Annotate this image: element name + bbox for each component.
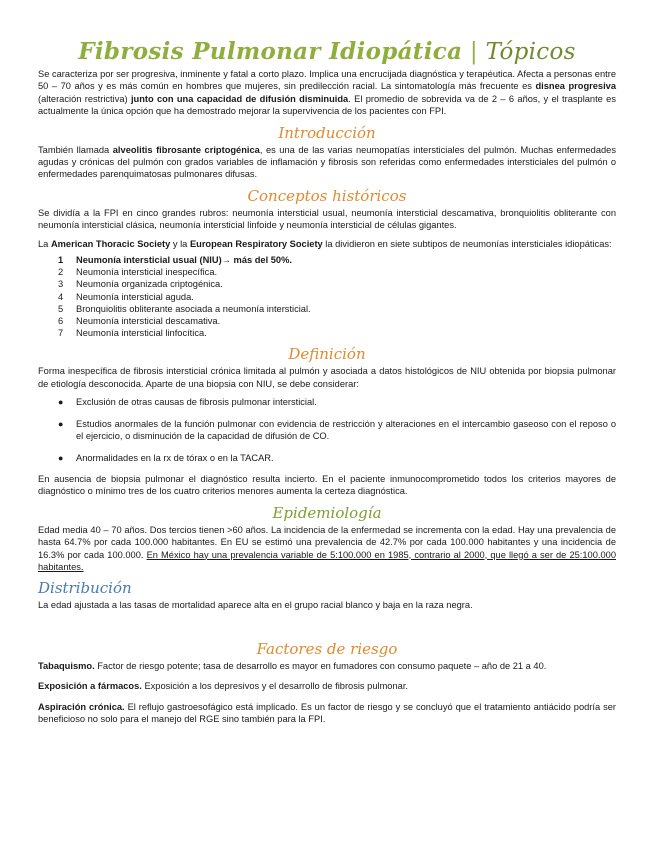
page-title <box>38 38 616 66</box>
title-separator: | <box>469 39 478 65</box>
list-item-number: 4 <box>58 291 64 302</box>
list-item-number: 1 <box>58 255 64 266</box>
conceptos-text-e: la dividieron en siete subtipos de neumonías intersticiales idiopáticas: <box>322 238 612 249</box>
list-item-number: 2 <box>58 267 64 278</box>
list-item-text: Neumonía intersticial linfocítica. <box>76 328 207 339</box>
bullet-text: Anormalidades en la rx de tórax o en la TACAR. <box>76 452 274 463</box>
conceptos-paragraph-2 <box>38 238 616 250</box>
list-item <box>58 278 616 290</box>
definicion-paragraph-2: En ausencia de biopsia pulmonar el diagnóstico resulta incierto. En el paciente inmunocomprometido todos los criterios mayores de diagnóstico o mínimo tres de los cuatro criterios menores aumenta la certeza diagnóstica. <box>38 473 616 497</box>
bullet-text: Estudios anormales de la función pulmonar con evidencia de restricción y alteraciones en el intercambio gaseoso con el reposo o el ejercicio, o disminución de la capacidad de difusión de CO. <box>76 418 616 442</box>
list-item-number: 6 <box>58 316 64 327</box>
factor-tabaquismo-label: Tabaquismo. <box>38 660 95 671</box>
bullet-item <box>58 396 616 408</box>
conceptos-paragraph-1: Se dividía a la FPI en cinco grandes rubros: neumonía intersticial usual, neumonía intersticial descamativa, bronquiolitis obliterante con neumonía intersticial clásica, neumonía intersticial linfoide y neumonía intersticial de células gigantes. <box>38 207 616 231</box>
heading-conceptos: Conceptos históricos <box>247 186 407 205</box>
conceptos-text-c: y la <box>170 238 190 249</box>
list-item-text: Neumonía organizada criptogénica. <box>76 279 223 290</box>
list-item <box>58 291 616 303</box>
conceptos-bold-ats: American Thoracic Society <box>50 238 171 249</box>
epidemiologia-underlined: En México hay una prevalencia variable de 5:100.000 en 1985, contrario al 2000, que llegó a ser de 25:100.000 habitantes. <box>38 549 616 572</box>
heading-factores: Factores de riesgo <box>256 639 398 658</box>
factor-farmacos-label: Exposición a fármacos. <box>38 681 142 692</box>
introduccion-bold: alveolitis fibrosante criptogénica <box>112 144 260 155</box>
list-item <box>58 327 616 339</box>
bullet-text: Exclusión de otras causas de fibrosis pulmonar intersticial. <box>76 397 317 408</box>
list-item <box>58 303 616 315</box>
bullet-icon: ● <box>58 397 64 408</box>
bullet-icon: ● <box>58 452 64 463</box>
bullet-item <box>58 418 616 443</box>
factor-aspiracion-text: El reflujo gastroesofágico está implicado. Es un factor de riesgo y se concluyó que el tratamiento antiácido podría ser beneficioso no solo para el manejo del RGE sino también para la FPI. <box>38 701 616 724</box>
factor-tabaquismo <box>38 660 616 672</box>
list-item <box>58 266 616 278</box>
list-item-text: Neumonía intersticial inespecífica. <box>76 267 218 278</box>
list-item-number: 5 <box>58 303 64 314</box>
intro-text-a: Se caracteriza por ser progresiva, inminente y fatal a corto plazo. Implica una encrucijada diagnóstica y terapéutica. Afecta a personas entre 50 – 70 años y es más común en hombres que mujeres, sin predilección racial. La sintomatología más frecuente es <box>38 69 616 92</box>
subtypes-list <box>38 254 616 339</box>
list-item-text: Bronquiolitis obliterante asociada a neumonía intersticial. <box>76 303 311 314</box>
conceptos-text-a: La <box>38 238 51 249</box>
heading-introduccion: Introducción <box>278 123 376 142</box>
factor-farmacos <box>38 680 616 692</box>
bullet-icon: ● <box>58 418 64 429</box>
intro-text-c: (alteración restrictiva) <box>38 93 131 104</box>
heading-epidemiologia: Epidemiología <box>272 503 382 522</box>
factor-farmacos-text: Exposición a los depresivos y el desarrollo de fibrosis pulmonar. <box>141 681 408 692</box>
list-item <box>58 254 616 266</box>
intro-bold-diffusion: junto con una capacidad de difusión disminuida <box>130 93 349 104</box>
bullet-item <box>58 452 616 464</box>
heading-definicion: Definición <box>288 345 366 364</box>
intro-paragraph <box>38 68 616 118</box>
conceptos-bold-ers: European Respiratory Society <box>189 238 323 249</box>
distribucion-paragraph: La edad ajustada a las tasas de mortalidad aparece alta en el grupo racial blanco y baja en la raza negra. <box>38 600 473 611</box>
title-sub: Tópicos <box>485 39 576 65</box>
epidemiologia-paragraph <box>38 524 616 574</box>
list-item-number: 3 <box>58 279 64 290</box>
factor-tabaquismo-text: Factor de riesgo potente; tasa de desarrollo es mayor en fumadores con consumo paquete – año de 21 a 40. <box>94 660 547 671</box>
introduccion-paragraph <box>38 144 616 181</box>
criteria-list <box>38 396 616 464</box>
document-page <box>38 38 616 725</box>
factor-aspiracion-label: Aspiración crónica. <box>38 701 125 712</box>
intro-bold-dyspnea: disnea progresiva <box>535 81 617 92</box>
list-item-number: 7 <box>58 328 64 339</box>
list-item-text: Neumonía intersticial descamativa. <box>76 316 221 327</box>
factor-aspiracion <box>38 701 616 726</box>
epidemiologia-text-a: Edad media 40 – 70 años. Dos tercios tienen >60 años. La incidencia de la enfermedad se incrementa con la edad. Hay una prevalencia de hasta 64.7% por cada 100.000 habitantes. En EU se estimó una prevalencia de 42.7% por cada 100.000 habitantes y una incidencia de 16.3% por cada 100.000. <box>38 524 616 560</box>
list-item-text: Neumonía intersticial usual (NIU)→ más del 50%. <box>76 255 292 266</box>
title-main: Fibrosis Pulmonar Idiopática <box>78 38 463 65</box>
introduccion-text-c: , es una de las varias neumopatías intersticiales del pulmón. Muchas enfermedades agudas y crónicas del pulmón con grados variables de inflamación y fibrosis son referidas como enfermedades intersticiales del pulmón o enfermedades parenquimatosas pulmonares difusas. <box>38 144 616 180</box>
introduccion-text-a: También llamada <box>38 144 113 155</box>
list-item <box>58 315 616 327</box>
heading-distribucion: Distribución <box>38 579 132 598</box>
intro-text-e: . El promedio de sobrevida va de 2 – 6 años, y el trasplante es actualmente la única opción que ha demostrado mejorar la supervivencia de los pacientes con FPI. <box>38 93 616 117</box>
list-item-text: Neumonía intersticial aguda. <box>76 291 194 302</box>
definicion-paragraph-1: Forma inespecífica de fibrosis intersticial crónica limitada al pulmón y asociada a datos histológicos de NIU obtenida por biopsia pulmonar de etiología desconocida. Aparte de una biopsia con NIU, se debe considerar: <box>38 366 616 389</box>
